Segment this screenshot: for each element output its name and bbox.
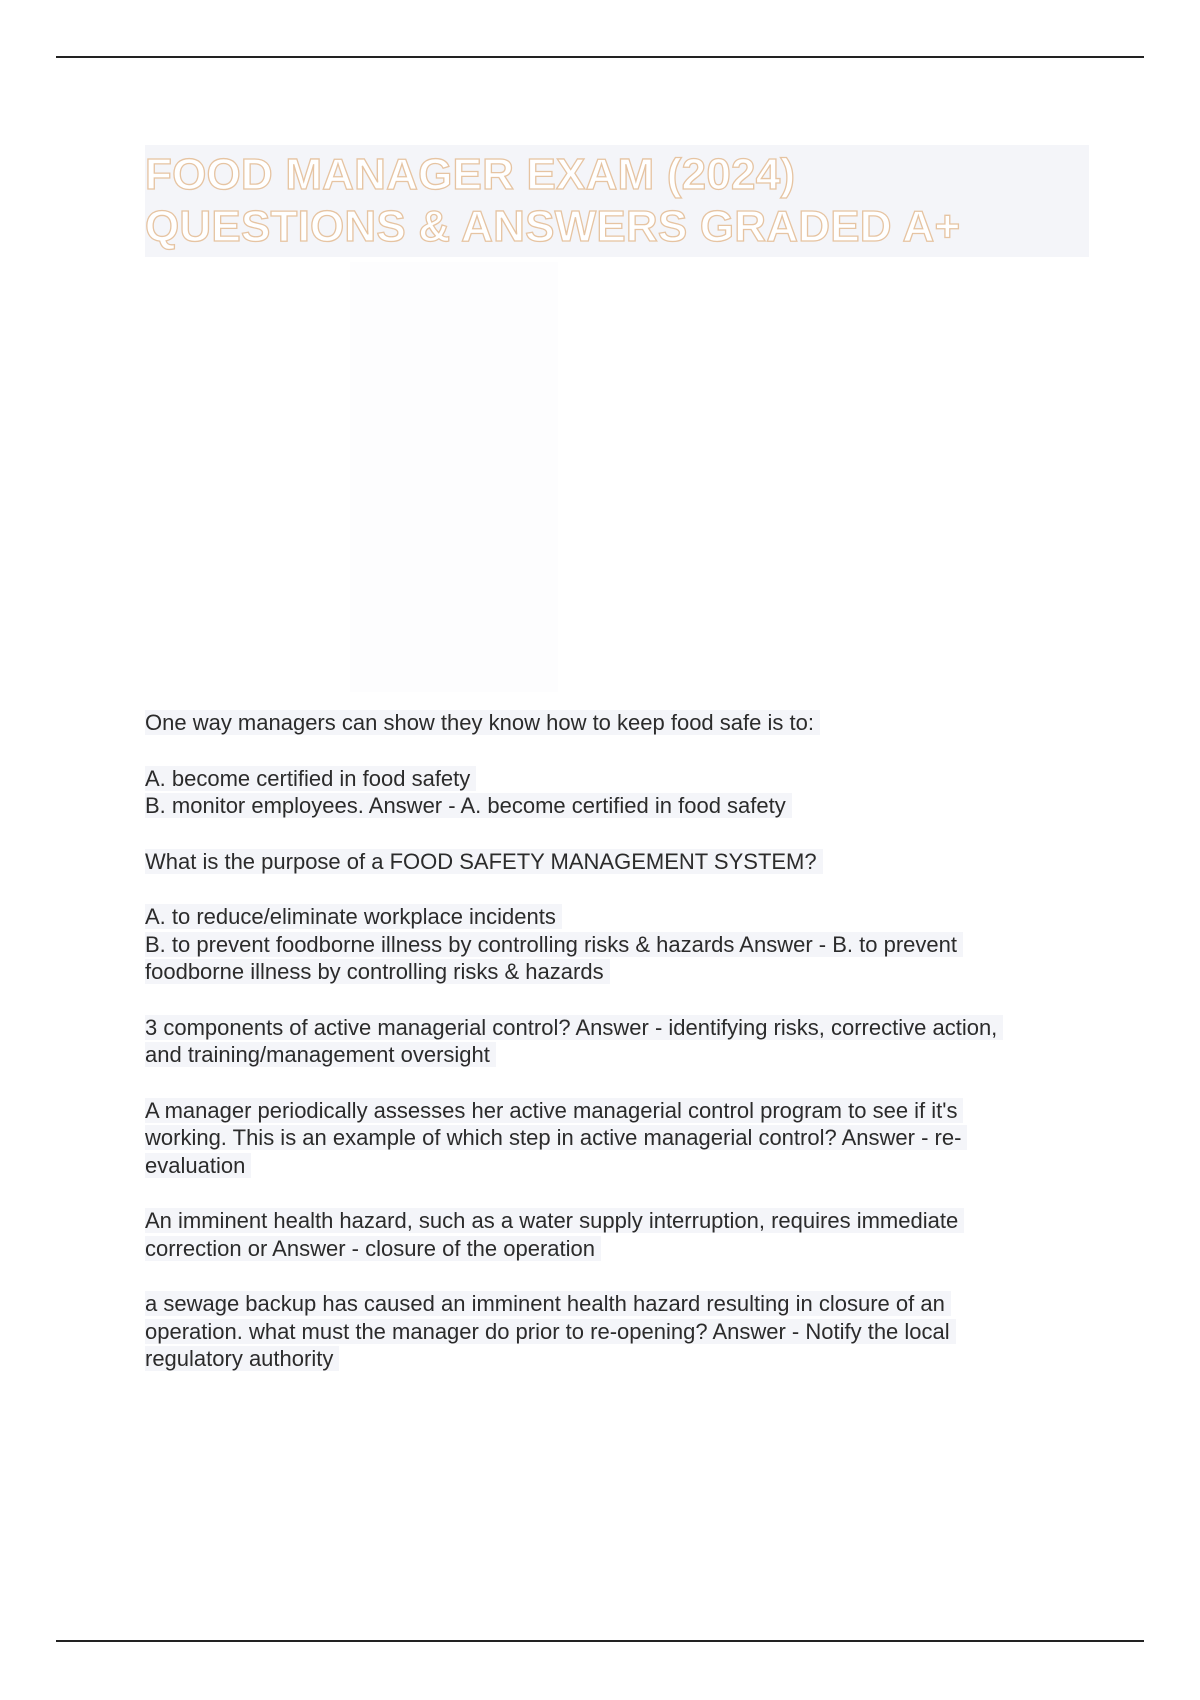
text-line: A. to reduce/eliminate workplace incidents <box>145 904 562 929</box>
question-1 <box>145 709 1089 737</box>
question-3 <box>145 1014 1089 1069</box>
title-line-1: FOOD MANAGER EXAM (2024) <box>145 150 796 199</box>
text-line: foodborne illness by controlling risks & hazards <box>145 959 610 984</box>
question-6 <box>145 1290 1089 1373</box>
text-line: evaluation <box>145 1153 251 1178</box>
question-2 <box>145 848 1089 876</box>
text-line: working. This is an example of which step in active managerial control? Answer - re- <box>145 1125 967 1150</box>
answer-options-1 <box>145 765 1089 820</box>
question-4 <box>145 1097 1089 1180</box>
top-rule <box>56 56 1144 58</box>
text-line: B. to prevent foodborne illness by controlling risks & hazards Answer - B. to prevent <box>145 932 963 957</box>
title-line-2: QUESTIONS & ANSWERS GRADED A+ <box>145 202 961 251</box>
qa-content <box>145 709 1089 1401</box>
text-line: a sewage backup has caused an imminent health hazard resulting in closure of an <box>145 1291 951 1316</box>
text-line: and training/management oversight <box>145 1042 496 1067</box>
text-line: 3 components of active managerial control? Answer - identifying risks, corrective action, <box>145 1015 1003 1040</box>
bottom-rule <box>56 1640 1144 1642</box>
text-line: A. become certified in food safety <box>145 766 476 791</box>
text-line: operation. what must the manager do prior to re-opening? Answer - Notify the local <box>145 1319 956 1344</box>
text-line: correction or Answer - closure of the operation <box>145 1236 601 1261</box>
blank-image-area <box>350 262 558 692</box>
answer-options-2 <box>145 903 1089 986</box>
question-5 <box>145 1207 1089 1262</box>
text-line: An imminent health hazard, such as a water supply interruption, requires immediate <box>145 1208 964 1233</box>
text-line: A manager periodically assesses her active managerial control program to see if it's <box>145 1098 963 1123</box>
text-line: regulatory authority <box>145 1346 339 1371</box>
text-line: What is the purpose of a FOOD SAFETY MANAGEMENT SYSTEM? <box>145 849 823 874</box>
document-title <box>145 145 1089 257</box>
text-line: B. monitor employees. Answer - A. become certified in food safety <box>145 793 792 818</box>
text-line: One way managers can show they know how to keep food safe is to: <box>145 710 820 735</box>
